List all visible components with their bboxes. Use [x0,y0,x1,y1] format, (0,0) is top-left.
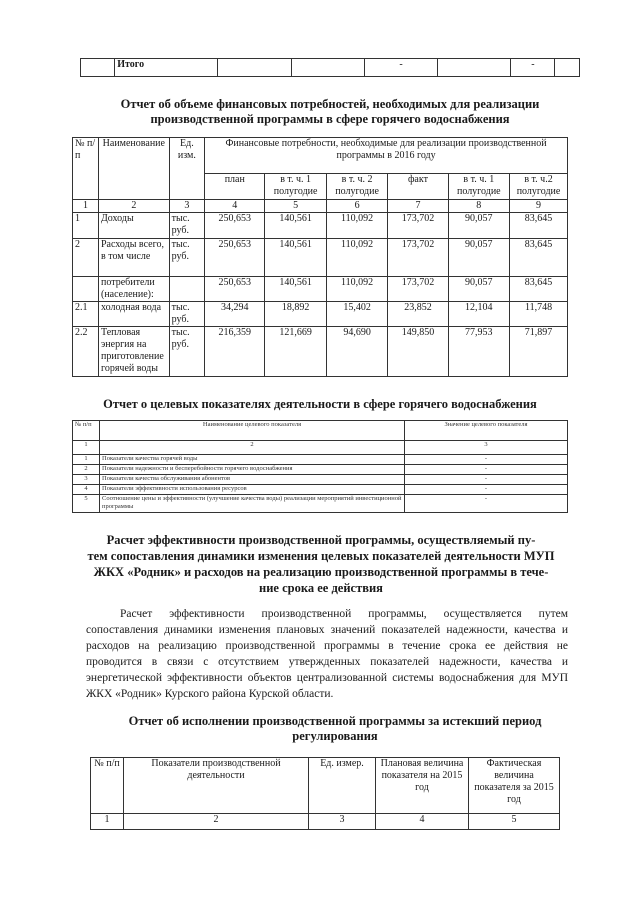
col-number: 2 [98,200,169,213]
col-number: 1 [73,441,100,455]
col-number: 3 [309,814,376,830]
top-num-cell [81,59,115,77]
col-number: 3 [169,200,205,213]
col-number: 5 [265,200,326,213]
table-row: 1 Показатели качества горячей воды - [73,455,568,465]
sub-header: в т. ч.2 полугодие [510,174,568,200]
sub-header: в т. ч. 2 полугодие [326,174,387,200]
financial-table [72,137,568,377]
col-header-num: № п/п [73,138,99,200]
col-number: 2 [124,814,309,830]
table-row: 2 Показатели надежности и бесперебойности горячего водоснабжения - [73,465,568,475]
top-label: Итого [115,59,218,77]
sub-header: в т. ч. 1 полугодие [265,174,326,200]
table-row: 2.2 Тепловая энергия на приготовление горячей воды тыс. руб. 216,359 121,669 94,690 149,850 77,953 71,897 [73,327,568,377]
table-row: потребители (население): 250,653 140,561 110,092 173,702 90,057 83,645 [73,277,568,302]
top-table [80,58,580,77]
section2-title: Отчет о целевых показателях деятельности в сфере горячего водоснабжения [103,397,537,411]
col-number: 1 [73,200,99,213]
sub-header: план [205,174,265,200]
table-row: 1 Доходы тыс. руб. 250,653 140,561 110,092 173,702 90,057 83,645 [73,213,568,239]
col-header-num: № п/п [73,421,100,441]
col-header-fact: Фактическая величина показателя за 2015 год [469,758,560,814]
col-header-name: Показатели производственной деятельности [124,758,309,814]
section1-title: Отчет об объеме финансовых потребностей, необходимых для реализации производственной программы в сфере горячего водоснабжения [120,97,540,126]
col-number: 7 [388,200,448,213]
efficiency-paragraph: Расчет эффективности производственной программы, осуществляется путем сопоставления динамики изменения плановых значений показателей надежности, качества и расходов на реализацию производственной программы в течение срока ее действия не проводится в связи с отсутствием утвержденных показателей надежности, качества и энергетической эффективности объектов централизованной системы водоснабжения для МУП ЖКХ «Родник» Курского района Курской области. [86,608,568,700]
col-header-unit: Ед. измер. [309,758,376,814]
section3-title: Расчет эффективности производственной программы, осуществляемый пу- тем сопоставления динамики изменения целевых показателей деятельности МУП ЖКХ «Родник» и расходов на реализацию производственной программы в тече- ние срока ее действия [87,533,555,595]
col-header-financial: Финансовые потребности, необходимые для реализации производственной программы в 2016 году [205,138,568,174]
table-row: 4 Показатели эффективности использования ресурсов - [73,485,568,495]
col-header-unit: Ед. изм. [169,138,205,200]
col-number: 8 [448,200,509,213]
table-row: 5 Соотношение цены и эффективности (улучшение качества воды) реализации мероприятий инвестиционной программы - [73,495,568,513]
table-row: 3 Показатели качества обслуживания абонентов - [73,475,568,485]
col-header-name: Наименование целевого показателя [100,421,405,441]
target-indicators-table [72,420,568,513]
col-number: 3 [405,441,568,455]
col-number: 9 [510,200,568,213]
sub-header: в т. ч. 1 полугодие [448,174,509,200]
sub-header: факт [388,174,448,200]
col-header-plan: Плановая величина показателя на 2015 год [376,758,469,814]
col-number: 4 [205,200,265,213]
col-header-num: № п/п [91,758,124,814]
top-dash: - [364,59,437,77]
execution-table [90,757,560,830]
section4-title: Отчет об исполнении производственной программы за истекший период регулирования [128,714,542,743]
table-row: 2.1 холодная вода тыс. руб. 34,294 18,892 15,402 23,852 12,104 11,748 [73,302,568,327]
col-number: 2 [100,441,405,455]
col-header-name: Наименование [98,138,169,200]
col-number: 5 [469,814,560,830]
table-row: 2 Расходы всего, в том числе тыс. руб. 250,653 140,561 110,092 173,702 90,057 83,645 [73,239,568,277]
top-dash: - [511,59,555,77]
col-number: 4 [376,814,469,830]
col-number: 6 [326,200,387,213]
col-number: 1 [91,814,124,830]
col-header-value: Значение целевого показателя [405,421,568,441]
